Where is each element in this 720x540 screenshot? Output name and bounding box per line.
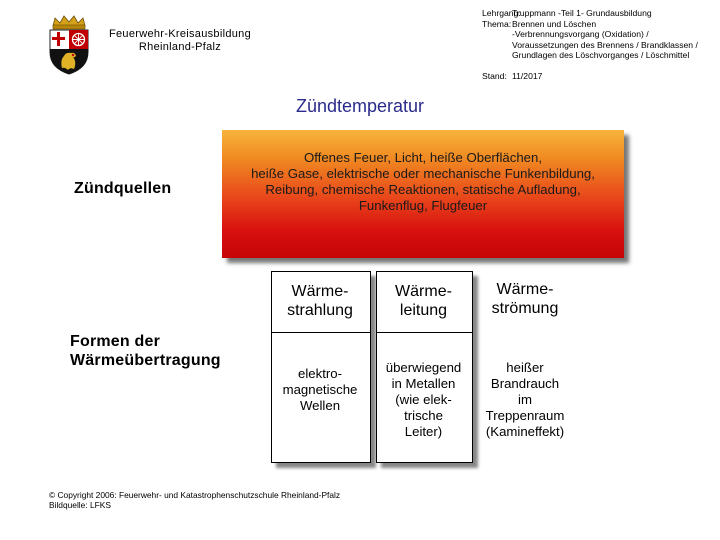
mode-desc-line: elektro- bbox=[298, 366, 342, 381]
mode-title-line: Wärme- bbox=[291, 283, 349, 300]
mode-desc-line: Wellen bbox=[299, 398, 341, 413]
mode-desc-line: im bbox=[518, 392, 532, 407]
mode-desc-line: in Metallen bbox=[391, 376, 456, 391]
ignition-source-line: Offenes Feuer, Licht, heiße Oberflächen, bbox=[304, 150, 542, 165]
mode-radiation-title bbox=[271, 282, 369, 320]
mode-title-line: Wärme- bbox=[496, 281, 554, 298]
mode-conduction-description bbox=[376, 360, 471, 440]
ignition-source-line: Funkenflug, Flugfeuer bbox=[358, 198, 488, 213]
heat-transfer-label-line1: Formen der bbox=[70, 333, 161, 350]
meta-value: Grundlagen des Löschvorganges / Löschmittel bbox=[512, 50, 690, 60]
org-name-line2: Rheinland-Pfalz bbox=[138, 41, 222, 53]
meta-value: 11/2017 bbox=[512, 71, 543, 81]
footer bbox=[49, 490, 340, 510]
meta-value: Voraussetzungen des Brennens / Brandklassen / bbox=[512, 39, 698, 50]
mode-desc-line: magnetische bbox=[282, 382, 358, 397]
box-divider bbox=[377, 332, 472, 333]
ignition-sources-text bbox=[232, 150, 614, 214]
mode-desc-line: überwiegend bbox=[385, 360, 462, 375]
slide-title: Zündtemperatur bbox=[295, 96, 425, 116]
meta-label: Thema: bbox=[482, 18, 512, 29]
meta-label: Stand: bbox=[482, 71, 507, 81]
heat-transfer-label-line2: Wärmeübertragung bbox=[70, 352, 221, 369]
meta-value: Truppmann -Teil 1- Grundausbildung bbox=[512, 8, 652, 18]
ignition-source-line: Reibung, chemische Reaktionen, statische Aufladung, bbox=[265, 182, 581, 197]
mode-desc-line: (wie elek- bbox=[395, 392, 452, 407]
meta-value: -Verbrennungsvorgang (Oxidation) / bbox=[512, 29, 649, 39]
mode-desc-line: Treppenraum bbox=[485, 408, 565, 423]
ignition-source-line: heiße Gase, elektrische oder mechanische Funkenbildung, bbox=[251, 166, 595, 181]
mode-desc-line: (Kamineffekt) bbox=[485, 424, 565, 439]
mode-radiation-description bbox=[271, 366, 369, 414]
org-name-line1: Feuerwehr-Kreisausbildung bbox=[108, 28, 251, 40]
mode-desc-line: Leiter) bbox=[404, 424, 443, 439]
mode-desc-line: heißer bbox=[506, 360, 544, 375]
mode-desc-line: Brandrauch bbox=[490, 376, 560, 391]
mode-convection-title bbox=[476, 280, 574, 318]
mode-title-line: strömung bbox=[491, 300, 559, 317]
mode-conduction-title bbox=[376, 282, 471, 320]
mode-title-line: leitung bbox=[399, 302, 448, 319]
mode-title-line: strahlung bbox=[287, 302, 353, 319]
box-divider bbox=[272, 332, 370, 333]
coat-of-arms-icon bbox=[44, 14, 94, 76]
ignition-sources-label: Zündquellen bbox=[74, 180, 172, 197]
meta-label: Lehrgang: bbox=[482, 8, 521, 18]
mode-convection-description bbox=[476, 360, 574, 440]
meta-value bbox=[512, 61, 698, 72]
copyright-text: © Copyright 2006: Feuerwehr- und Katastrophenschutzschule Rheinland-Pfalz bbox=[49, 490, 341, 500]
course-meta-values bbox=[512, 8, 698, 82]
meta-value: Brennen und Löschen bbox=[512, 18, 597, 29]
mode-title-line: Wärme- bbox=[395, 283, 452, 300]
mode-desc-line: trische bbox=[404, 408, 443, 423]
image-source-text: Bildquelle: LFKS bbox=[49, 500, 111, 510]
